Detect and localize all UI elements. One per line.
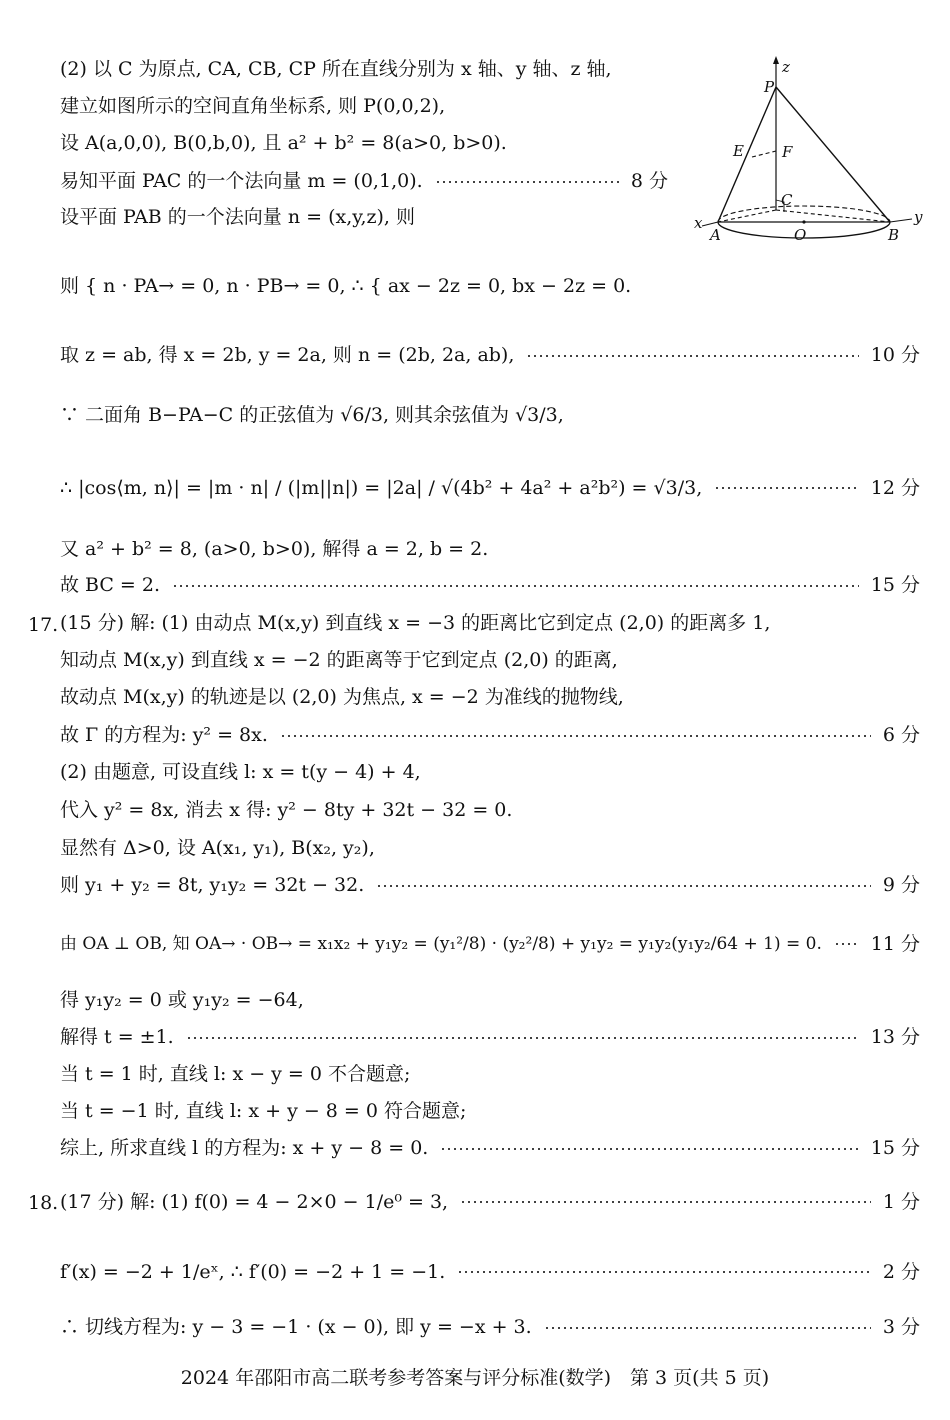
line-28 bbox=[60, 1318, 920, 1337]
line-text: 由 OA ⊥ OB, 知 OA→ · OB→ = x₁x₂ + y₁y₂ = (y₁²/8) · (y₂²/8) + y₁y₂ = y₁y₂(y₁y₂/64 + 1) = 0. bbox=[60, 934, 822, 955]
line-12 bbox=[60, 614, 920, 633]
line-text: 又 a² + b² = 8, (a>0, b>0), 解得 a = 2, b = 2. bbox=[60, 538, 489, 560]
line-text: 则 { n · PA→ = 0, n · PB→ = 0, ∴ { ax − 2z = 0, bx − 2z = 0. bbox=[60, 275, 632, 297]
score-points: 1 分 bbox=[882, 1191, 920, 1213]
leader-dots bbox=[435, 181, 619, 183]
score-points: 3 分 bbox=[882, 1316, 920, 1338]
leader-dots bbox=[834, 943, 859, 945]
segment-ca bbox=[718, 210, 776, 222]
geometry-figure bbox=[690, 52, 930, 252]
score-points: 12 分 bbox=[870, 477, 920, 499]
line-7 bbox=[60, 346, 920, 365]
line-text: 得 y₁y₂ = 0 或 y₁y₂ = −64, bbox=[60, 989, 304, 1011]
line-8 bbox=[60, 405, 920, 426]
label-z: z bbox=[782, 58, 790, 76]
line-19 bbox=[60, 876, 920, 895]
line-text: 故 BC = 2. bbox=[60, 574, 161, 596]
line-1 bbox=[60, 60, 668, 79]
line-9 bbox=[60, 478, 920, 499]
leader-dots bbox=[714, 487, 859, 489]
label-p: P bbox=[764, 78, 775, 96]
label-o: O bbox=[794, 226, 807, 244]
leader-dots bbox=[460, 1201, 871, 1203]
line-22 bbox=[60, 1028, 920, 1047]
segment-cb bbox=[776, 210, 890, 222]
cone-diagram bbox=[690, 52, 930, 252]
line-4 bbox=[60, 172, 668, 191]
page-footer: 2024 年邵阳市高二联考参考答案与评分标准(数学) 第 3 页(共 5 页) bbox=[180, 1367, 770, 1389]
line-text: ∴ |cos⟨m, n⟩| = |m · n| / (|m||n|) = |2a| / √(4b² + 4a² + a²b²) = √3/3, bbox=[60, 477, 703, 499]
segment-pa bbox=[718, 87, 776, 222]
line-text: 当 t = −1 时, 直线 l: x + y − 8 = 0 符合题意; bbox=[60, 1100, 467, 1122]
line-11 bbox=[60, 576, 920, 595]
score-points: 13 分 bbox=[870, 1026, 920, 1048]
leader-dots bbox=[526, 355, 858, 357]
line-text: 则 y₁ + y₂ = 8t, y₁y₂ = 32t − 32. bbox=[60, 874, 365, 896]
line-18 bbox=[60, 839, 920, 858]
line-6 bbox=[60, 276, 920, 297]
leader-dots bbox=[376, 885, 871, 887]
score-points: 11 分 bbox=[870, 933, 920, 955]
score-points: 15 分 bbox=[870, 574, 920, 596]
leader-dots bbox=[544, 1327, 871, 1329]
line-text: 易知平面 PAC 的一个法向量 m = (0,1,0). bbox=[60, 170, 423, 192]
line-text: (2) 由题意, 可设直线 l: x = t(y − 4) + 4, bbox=[60, 761, 421, 783]
label-e: E bbox=[733, 142, 744, 160]
segment-pb bbox=[776, 87, 890, 222]
line-text: (2) 以 C 为原点, CA, CB, CP 所在直线分别为 x 轴、y 轴、z 轴, bbox=[60, 58, 612, 80]
line-text: 取 z = ab, 得 x = 2b, y = 2a, 则 n = (2b, 2a, ab), bbox=[60, 344, 515, 366]
line-text: 解得 t = ±1. bbox=[60, 1026, 174, 1048]
leader-dots bbox=[280, 735, 871, 737]
line-text: 显然有 Δ>0, 设 A(x₁, y₁), B(x₂, y₂), bbox=[60, 837, 375, 859]
z-axis-arrow bbox=[773, 56, 779, 64]
line-13 bbox=[60, 651, 920, 670]
line-text: (17 分) 解: (1) f(0) = 4 − 2×0 − 1/e⁰ = 3, bbox=[60, 1191, 449, 1213]
line-text: f′(x) = −2 + 1/eˣ, ∴ f′(0) = −2 + 1 = −1. bbox=[60, 1261, 446, 1283]
line-text: 故 Γ 的方程为: y² = 8x. bbox=[60, 724, 268, 746]
label-b: B bbox=[888, 226, 900, 244]
line-text: 综上, 所求直线 l 的方程为: x + y − 8 = 0. bbox=[60, 1137, 429, 1159]
line-27 bbox=[60, 1262, 920, 1283]
line-21 bbox=[60, 991, 920, 1010]
leader-dots bbox=[440, 1148, 858, 1150]
score-points: 6 分 bbox=[882, 724, 920, 746]
line-text: 设平面 PAB 的一个法向量 n = (x,y,z), 则 bbox=[60, 206, 415, 228]
label-f: F bbox=[782, 143, 793, 161]
line-3 bbox=[60, 134, 668, 153]
segment-ef bbox=[752, 151, 776, 157]
question-number-17: 17. bbox=[28, 614, 59, 636]
line-text: 知动点 M(x,y) 到直线 x = −2 的距离等于它到定点 (2,0) 的距离, bbox=[60, 649, 618, 671]
score-points: 15 分 bbox=[870, 1137, 920, 1159]
line-23 bbox=[60, 1065, 920, 1084]
line-text: (15 分) 解: (1) 由动点 M(x,y) 到直线 x = −3 的距离比它到定点 (2,0) 的距离多 1, bbox=[60, 612, 771, 634]
label-x: x bbox=[694, 214, 703, 232]
score-points: 9 分 bbox=[882, 874, 920, 896]
score-points: 8 分 bbox=[630, 170, 668, 192]
line-17 bbox=[60, 801, 920, 820]
leader-dots bbox=[172, 585, 859, 587]
line-text: ∵ 二面角 B−PA−C 的正弦值为 √6/3, 则其余弦值为 √3/3, bbox=[60, 404, 564, 426]
label-c: C bbox=[781, 191, 793, 209]
score-points: 2 分 bbox=[882, 1261, 920, 1283]
line-2 bbox=[60, 97, 668, 116]
question-number-18: 18. bbox=[28, 1192, 59, 1214]
line-20 bbox=[60, 934, 920, 955]
leader-dots bbox=[186, 1037, 859, 1039]
line-16 bbox=[60, 763, 920, 782]
line-text: 建立如图所示的空间直角坐标系, 则 P(0,0,2), bbox=[60, 95, 446, 117]
line-text: 设 A(a,0,0), B(0,b,0), 且 a² + b² = 8(a>0, b>0). bbox=[60, 132, 507, 154]
line-text: ∴ 切线方程为: y − 3 = −1 · (x − 0), 即 y = −x + 3. bbox=[60, 1316, 532, 1338]
leader-dots bbox=[457, 1271, 871, 1273]
line-15 bbox=[60, 726, 920, 745]
line-25 bbox=[60, 1139, 920, 1158]
label-y: y bbox=[914, 208, 923, 226]
line-10 bbox=[60, 540, 920, 559]
line-text: 代入 y² = 8x, 消去 x 得: y² − 8ty + 32t − 32 = 0. bbox=[60, 799, 513, 821]
label-a: A bbox=[710, 226, 721, 244]
line-24 bbox=[60, 1102, 920, 1121]
base-ellipse-back bbox=[718, 206, 890, 222]
point-o bbox=[802, 220, 805, 223]
line-14 bbox=[60, 688, 920, 707]
line-text: 故动点 M(x,y) 的轨迹是以 (2,0) 为焦点, x = −2 为准线的抛物线, bbox=[60, 686, 624, 708]
line-26 bbox=[60, 1192, 920, 1213]
line-text: 当 t = 1 时, 直线 l: x − y = 0 不合题意; bbox=[60, 1063, 411, 1085]
y-axis-line bbox=[890, 219, 912, 222]
line-5 bbox=[60, 208, 668, 227]
score-points: 10 分 bbox=[870, 344, 920, 366]
